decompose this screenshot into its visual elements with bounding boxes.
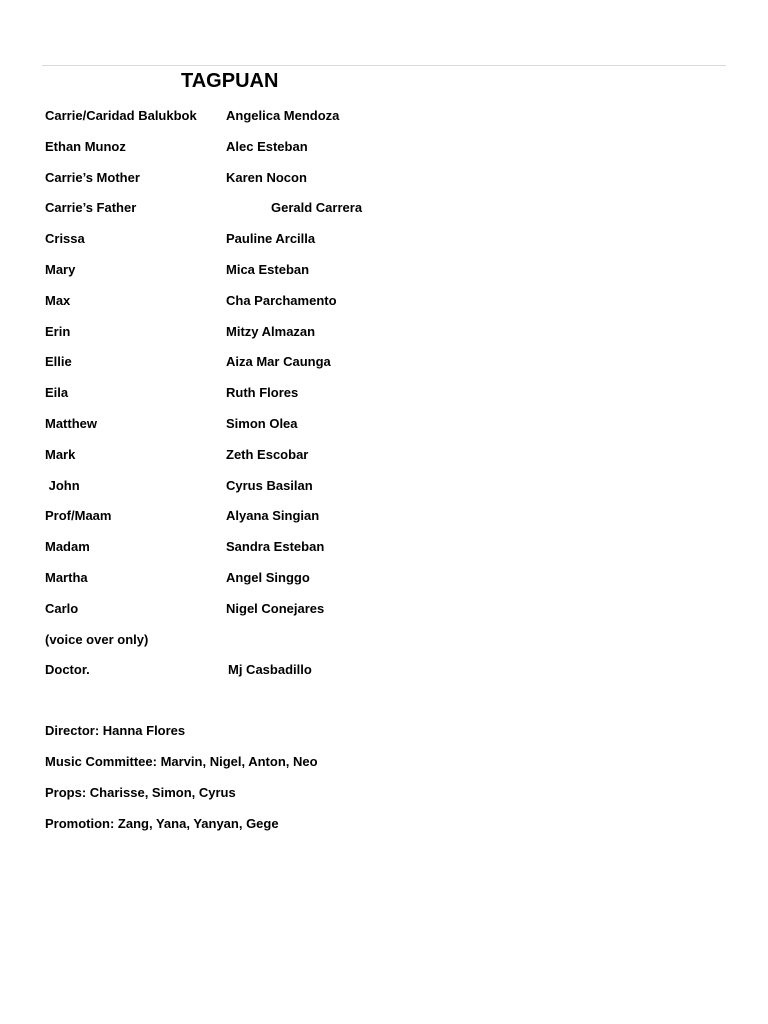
- cast-role: Eila: [45, 385, 69, 401]
- cast-role: Prof/Maam: [45, 508, 112, 524]
- cast-actor: Pauline Arcilla: [226, 231, 316, 247]
- cast-row: [45, 598, 545, 629]
- cast-row: [45, 259, 545, 290]
- cast-actor: Nigel Conejares: [226, 600, 325, 616]
- cast-actor: Angelica Mendoza: [226, 108, 340, 123]
- cast-row: [45, 629, 545, 660]
- cast-row: [45, 444, 545, 475]
- cast-list: [45, 105, 545, 690]
- cast-row: [45, 413, 545, 444]
- cast-role: Ellie: [45, 354, 72, 370]
- cast-actor: Karen Nocon: [226, 169, 307, 185]
- cast-actor: Alyana Singian: [226, 508, 320, 524]
- cast-row: [45, 136, 545, 167]
- cast-row: [45, 228, 545, 259]
- cast-role: Mark: [45, 446, 76, 462]
- cast-role: Erin: [45, 323, 71, 339]
- cast-role: Carlo: [45, 600, 79, 616]
- cast-role: Carrie/Caridad Balukbok: [45, 108, 197, 123]
- crew-props: Props: Charisse, Simon, Cyrus: [45, 785, 236, 800]
- crew-director: Director: Hanna Flores: [45, 723, 186, 738]
- cast-actor: Cyrus Basilan: [226, 477, 313, 493]
- cast-actor: Sandra Esteban: [226, 539, 325, 555]
- cast-actor: Zeth Escobar: [226, 446, 309, 462]
- crew-music-committee: Music Committee: Marvin, Nigel, Anton, Neo: [45, 754, 318, 769]
- cast-actor: Mitzy Almazan: [226, 323, 316, 339]
- cast-role: Mary: [45, 261, 76, 277]
- cast-role: Doctor.: [45, 662, 90, 678]
- cast-role: (voice over only): [45, 631, 149, 647]
- document-title: TAGPUAN: [181, 70, 279, 92]
- cast-role: Madam: [45, 539, 90, 555]
- cast-role: John: [45, 477, 80, 493]
- cast-role: Carrie’s Mother: [45, 169, 140, 185]
- cast-actor: Angel Singgo: [226, 569, 310, 585]
- cast-actor: Simon Olea: [226, 415, 298, 431]
- cast-actor: Ruth Flores: [226, 385, 299, 401]
- cast-row: [45, 351, 545, 382]
- cast-role: Martha: [45, 569, 88, 585]
- cast-row: [45, 567, 545, 598]
- cast-role: Ethan Munoz: [45, 138, 126, 154]
- cast-row: [45, 105, 545, 136]
- cast-row: [45, 475, 545, 506]
- cast-actor: Aiza Mar Caunga: [226, 354, 331, 370]
- cast-row: [45, 321, 545, 352]
- cast-row: [45, 536, 545, 567]
- cast-role: Max: [45, 292, 71, 308]
- cast-row: [45, 659, 545, 690]
- cast-actor: Mica Esteban: [226, 261, 310, 277]
- cast-row: [45, 382, 545, 413]
- cast-role: Matthew: [45, 415, 97, 431]
- cast-actor: Alec Esteban: [226, 138, 308, 154]
- crew-promotion: Promotion: Zang, Yana, Yanyan, Gege: [45, 816, 279, 831]
- cast-row: [45, 167, 545, 198]
- cast-row: [45, 290, 545, 321]
- cast-actor: Gerald Carrera: [271, 200, 363, 216]
- cast-row: [45, 505, 545, 536]
- cast-role: Carrie’s Father: [45, 200, 137, 216]
- crew-list: [45, 720, 645, 844]
- cast-role: Crissa: [45, 231, 85, 247]
- cast-row: [45, 197, 545, 228]
- cast-actor: Cha Parchamento: [226, 292, 337, 308]
- cast-actor: Mj Casbadillo: [228, 662, 312, 678]
- header-rule: [42, 65, 726, 66]
